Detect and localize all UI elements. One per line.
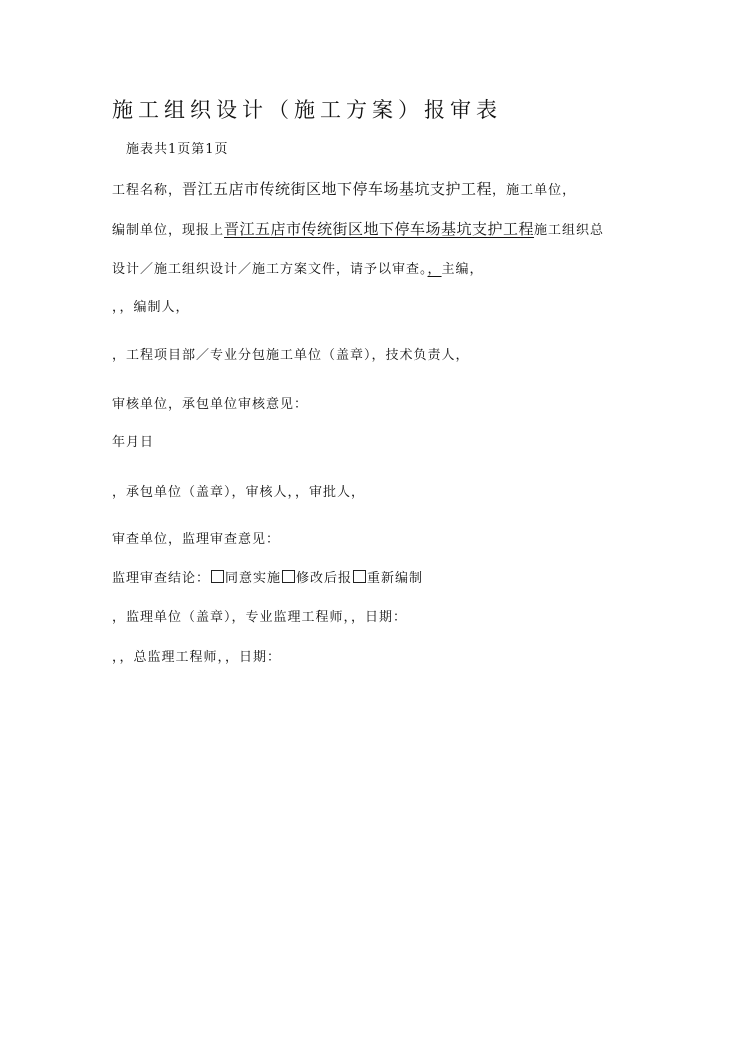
document-type-row bbox=[112, 258, 484, 277]
approve-checkbox[interactable] bbox=[211, 570, 224, 583]
revise-checkbox[interactable] bbox=[282, 570, 295, 583]
conclusion-label: 监理审查结论： bbox=[112, 571, 211, 586]
contractor-signature-row: ，承包单位（盖章），审核人，，审批人， bbox=[112, 485, 366, 500]
submission-tail: 施工组织总 bbox=[534, 223, 605, 238]
chief-editor-label: 主编， bbox=[441, 262, 484, 277]
submission-row bbox=[112, 218, 604, 239]
submission-lead: 编制单位，现报上 bbox=[112, 223, 225, 238]
document-type-text: 设计／施工组织设计／施工方案文件，请予以审查。 bbox=[112, 262, 428, 277]
recompile-checkbox[interactable] bbox=[353, 570, 366, 583]
supervision-review-row: 审查单位，监理审查意见： bbox=[112, 532, 281, 547]
compiler-row: ，，编制人， bbox=[112, 300, 190, 315]
form-title: 施工组织设计（施工方案）报审表 bbox=[112, 98, 502, 122]
contractor-review-row: 审核单位，承包单位审核意见： bbox=[112, 397, 309, 412]
blank-field: ， bbox=[427, 262, 442, 277]
submission-project-name: 晋江五店市传统街区地下停车场基坑支护工程 bbox=[224, 220, 535, 238]
date-row: 年月日 bbox=[112, 435, 155, 450]
supervision-engineer-row: ，监理单位（盖章），专业监理工程师，，日期： bbox=[112, 610, 408, 625]
project-name-value: 晋江五店市传统街区地下停车场基坑支护工程 bbox=[182, 180, 493, 198]
construction-unit-label: 施工单位 bbox=[506, 183, 563, 198]
project-name-label: 工程名称 bbox=[112, 183, 169, 198]
approve-option: 同意实施 bbox=[225, 571, 282, 586]
revise-option: 修改后报 bbox=[296, 571, 353, 586]
project-department-row: ，工程项目部／专业分包施工单位（盖章），技术负责人， bbox=[112, 348, 470, 363]
recompile-option: 重新编制 bbox=[367, 571, 424, 586]
project-name-row: 工程名称，晋江五店市传统街区地下停车场基坑支护工程，施工单位， bbox=[112, 180, 577, 198]
supervision-conclusion-row bbox=[112, 567, 423, 586]
chief-supervisor-row: ，，总监理工程师，，日期： bbox=[112, 650, 282, 665]
form-code: 施表共1页第1页 bbox=[126, 142, 229, 157]
